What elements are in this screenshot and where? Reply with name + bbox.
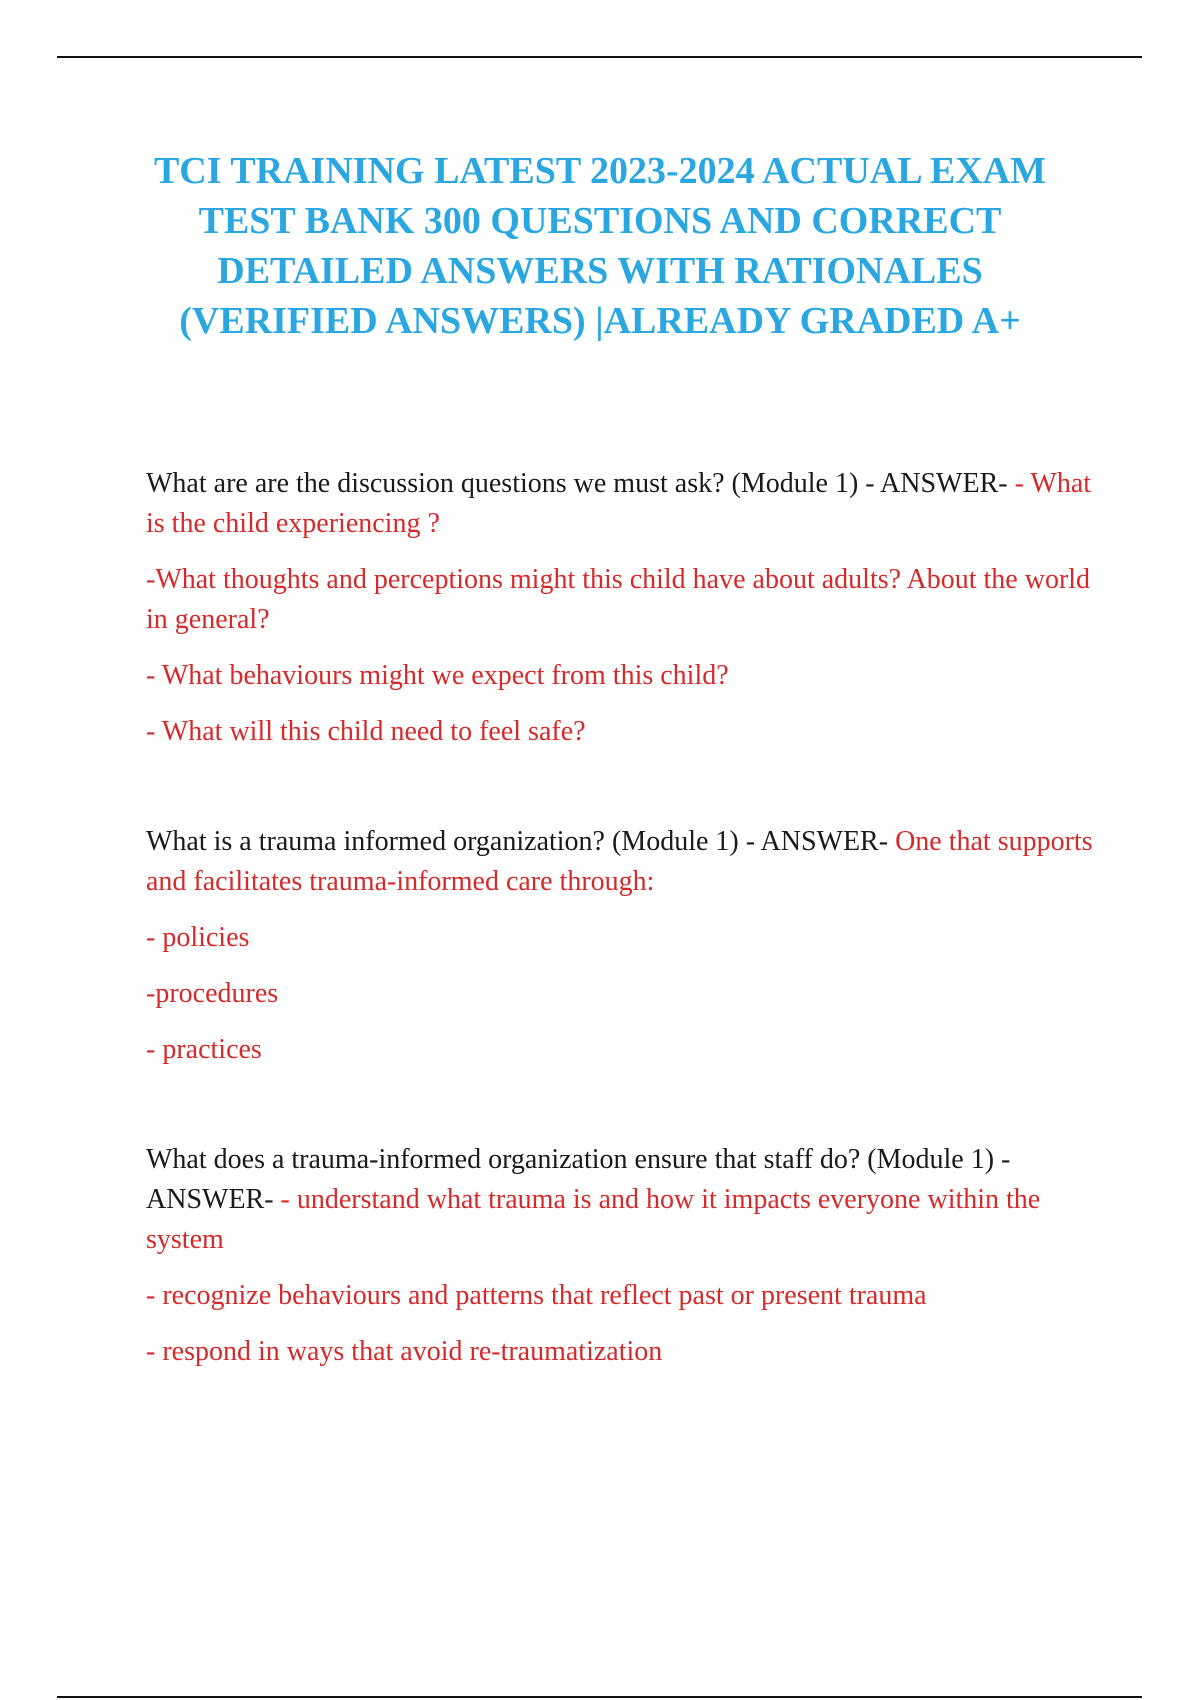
question-text: What is a trauma informed organization? (Module 1) - ANSWER-: [146, 826, 896, 857]
qa-content: [146, 464, 1096, 1372]
qa-item: [146, 822, 1096, 1070]
answer-line: - policies: [146, 922, 250, 953]
qa-item: [146, 1140, 1096, 1372]
qa-question-line: [146, 1140, 1096, 1260]
qa-question-line: [146, 822, 1096, 902]
question-text: What does a trauma-informed organization ensure that staff do? (Module 1) - ANSWER-: [146, 1144, 1011, 1215]
answer-line: - practices: [146, 1034, 262, 1065]
answer-line: - What behaviours might we expect from this child?: [146, 660, 729, 691]
header-rule: [57, 56, 1142, 58]
document-title: TCI TRAINING LATEST 2023-2024 ACTUAL EXAM TEST BANK 300 QUESTIONS AND CORRECT DETAILED ANSWERS WITH RATIONALES (VERIFIED ANSWERS) |ALREADY GRADED A+: [153, 150, 1047, 342]
answer-text: One that supports and facilitates trauma-informed care through:: [146, 826, 1093, 897]
answer-line: -What thoughts and perceptions might this child have about adults? About the world in general?: [146, 564, 1091, 635]
question-text: What are are the discussion questions we must ask? (Module 1) - ANSWER-: [146, 468, 1015, 499]
footer-rule: [57, 1696, 1142, 1698]
answer-line: -procedures: [146, 978, 279, 1009]
qa-item: [146, 464, 1096, 752]
answer-line: - respond in ways that avoid re-traumatization: [146, 1336, 663, 1367]
answer-text: - understand what trauma is and how it impacts everyone within the system: [146, 1184, 1041, 1255]
answer-text: - What is the child experiencing ?: [146, 468, 1092, 539]
answer-line: - recognize behaviours and patterns that reflect past or present trauma: [146, 1280, 927, 1311]
qa-question-line: [146, 464, 1096, 544]
answer-line: - What will this child need to feel safe?: [146, 716, 586, 747]
